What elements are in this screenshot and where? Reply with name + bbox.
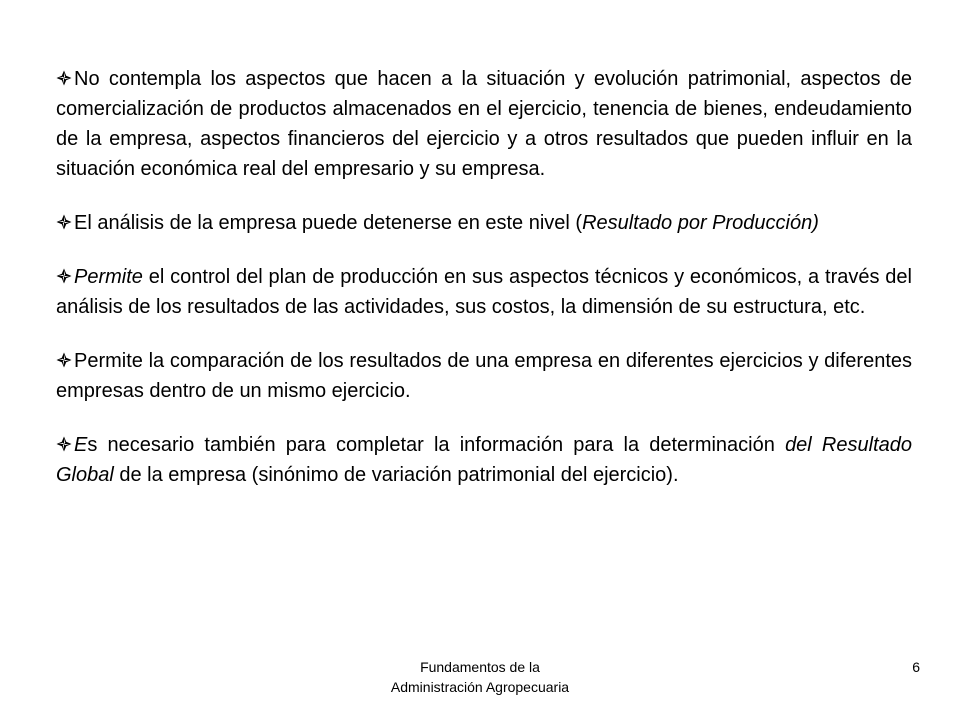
footer-title <box>330 657 630 697</box>
bullet-2-italic: Resultado por Producción) <box>582 212 819 234</box>
diamond-bullet-icon <box>56 268 72 284</box>
bullet-5-text-a: s necesario también para completar la información para la determinación <box>87 434 786 456</box>
bullet-5-text-b: de la empresa (sinónimo de variación patrimonial del ejercicio). <box>113 464 679 486</box>
bullet-4-text: Permite la comparación de los resultados de una empresa en diferentes ejercicios y diferentes empresas dentro de un mismo ejercicio. <box>56 350 912 402</box>
bullet-item-1 <box>56 64 912 184</box>
diamond-bullet-icon <box>56 70 72 86</box>
diamond-bullet-icon <box>56 352 72 368</box>
bullet-5-italic-lead: E <box>74 434 88 456</box>
bullet-5-italic-mid: del Resultado Global <box>56 434 912 486</box>
footer-line-2: Administración Agropecuaria <box>390 679 570 695</box>
diamond-bullet-icon <box>56 214 72 230</box>
slide-body <box>56 64 912 490</box>
diamond-bullet-icon <box>56 436 72 452</box>
bullet-2-text: El análisis de la empresa puede detenerse en este nivel ( <box>74 212 583 234</box>
footer-line-1: Fundamentos de la <box>420 659 540 675</box>
bullet-3-italic-lead: Permite <box>74 266 143 288</box>
bullet-3-text: el control del plan de producción en sus aspectos técnicos y económicos, a través del análisis de los resultados de las actividades, sus costos, la dimensión de su estructura, etc. <box>56 266 912 318</box>
page-number: 6 <box>912 659 920 675</box>
bullet-1-text: No contempla los aspectos que hacen a la situación y evolución patrimonial, aspectos de comercialización de productos almacenados en el ejercicio, tenencia de bienes, endeudamiento de la empresa, aspectos financieros del ejercicio y a otros resultados que pueden influir en la situación económica real del empresario y su empresa. <box>56 68 912 180</box>
bullet-item-5 <box>56 430 912 490</box>
bullet-item-3 <box>56 262 912 322</box>
bullet-item-4 <box>56 346 912 406</box>
bullet-item-2 <box>56 208 912 238</box>
